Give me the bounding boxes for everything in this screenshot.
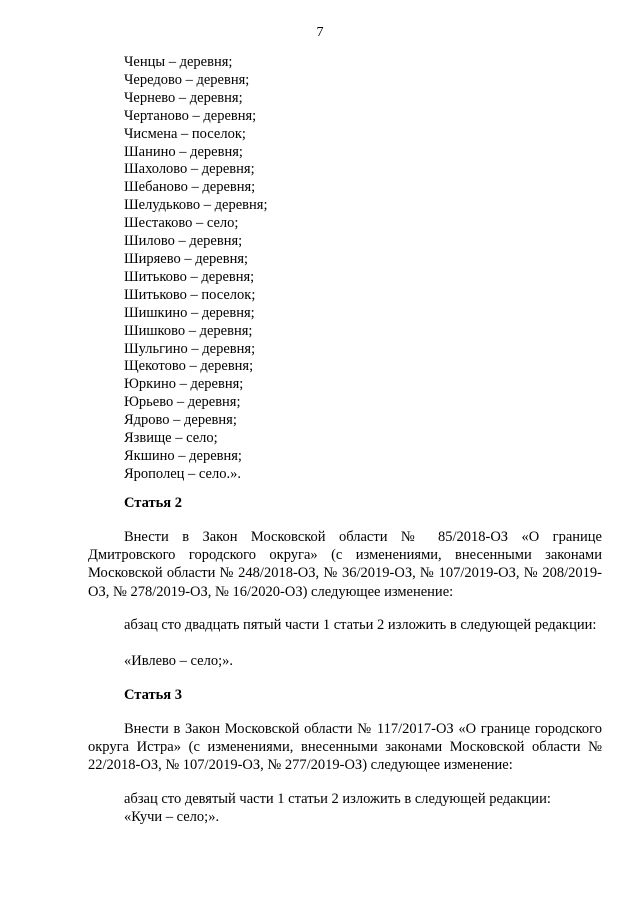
settlement-list [124,54,268,484]
settlement-item: Чередово – деревня; [124,71,250,88]
settlement-item: Чисмена – поселок; [124,125,246,142]
article-2-instruction: абзац сто двадцать пятый части 1 статьи 2 изложить в следующей редакции: [124,617,597,633]
settlement-item: Шелудьково – деревня; [124,197,268,214]
settlement-item: Чертаново – деревня; [124,107,257,124]
settlement-item: Шишково – деревня; [124,322,253,339]
settlement-item: Шульгино – деревня; [124,340,256,357]
settlement-item: Шитьково – поселок; [124,286,256,303]
settlement-item: Ченцы – деревня; [124,54,233,70]
settlement-item: Шестаково – село; [124,215,239,232]
settlement-item: Ядрово – деревня; [124,412,237,429]
settlement-item: Шанино – деревня; [124,143,243,160]
article-3-body: Внести в Закон Московской области № 117/2017-ОЗ «О границе городского округа Истра» (с изменениями, внесенными законами Московской области № 22/2018-ОЗ, № 107/2019-ОЗ, № 277/2019-ОЗ) следующее изменение: [88,721,602,774]
settlement-item: Шилово – деревня; [124,233,243,250]
settlement-item: Шишкино – деревня; [124,304,255,321]
settlement-item: Юрьево – деревня; [124,394,241,411]
article-3-instruction: абзац сто девятый части 1 статьи 2 изложить в следующей редакции: [124,791,551,807]
settlement-item: Шахолово – деревня; [124,161,255,178]
page-number: 7 [316,25,324,40]
settlement-item: Ярополец – село.». [124,465,241,482]
settlement-item: Юркино – деревня; [124,376,244,393]
settlement-item: Якшино – деревня; [124,447,242,464]
article-2-title: Статья 2 [124,495,182,511]
settlement-item: Щекотово – деревня; [124,358,254,375]
settlement-item: Ширяево – деревня; [124,250,249,267]
article-3-title: Статья 3 [124,687,182,703]
article-2-body: Внести в Закон Московской области № 85/2018-ОЗ «О границе Дмитровского городского округа» (с изменениями, внесенными законами Московской области № 248/2018-ОЗ, № 36/2019-ОЗ, № 107/2019-ОЗ, № 208/2019-ОЗ, № 278/2019-ОЗ, № 16/2020-ОЗ) следующее изменение: [88,529,602,600]
article-2-new-text: «Ивлево – село;». [124,653,233,669]
settlement-item: Шитьково – деревня; [124,268,255,285]
settlement-item: Чернево – деревня; [124,89,243,106]
article-3-new-text: «Кучи – село;». [124,809,220,825]
settlement-item: Язвище – село; [124,430,218,447]
settlement-item: Шебаново – деревня; [124,179,256,196]
